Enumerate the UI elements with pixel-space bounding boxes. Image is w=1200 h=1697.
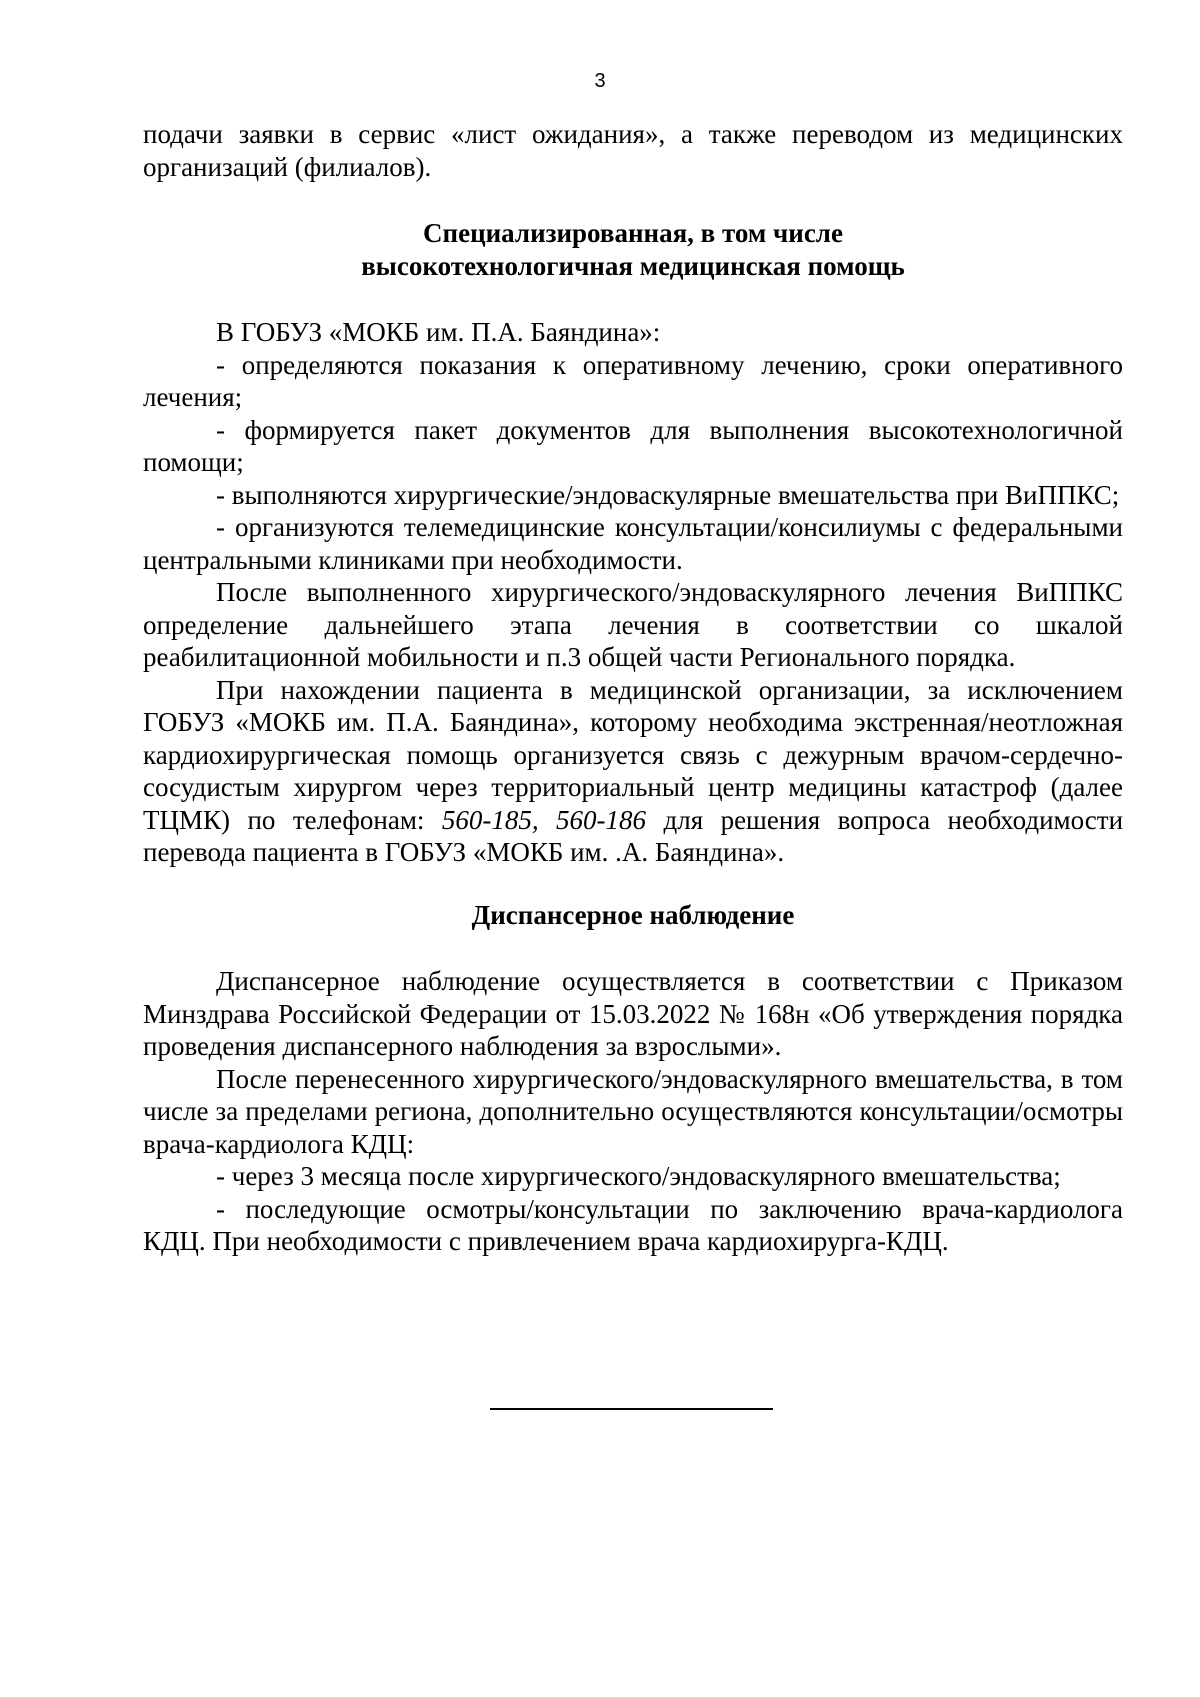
list-item: - определяются показания к оперативному лечению, сроки оперативного лечения; xyxy=(143,349,1123,412)
section-heading-dispensary: Диспансерное наблюдение xyxy=(471,899,795,930)
transfer-paragraph xyxy=(143,674,1123,869)
list-item: - через 3 месяца после хирургического/эндоваскулярного вмешательства; xyxy=(216,1161,1061,1191)
list-item: - выполняются хирургические/эндоваскулярные вмешательства при ВиППКС; xyxy=(216,479,1120,510)
list-item: - формируется пакет документов для выполнения высокотехнологичной помощи; xyxy=(143,414,1123,477)
list-item: - организуются телемедицинские консультации/консилиумы с федеральными центральными клиниками при необходимости. xyxy=(143,512,1123,575)
after-treatment-paragraph: После выполненного хирургического/эндоваскулярного лечения ВиППКС определение дальнейшего этапа лечения в соответствии со шкалой реабилитационной мобильности и п.3 общей части Регионального порядка. xyxy=(143,577,1123,672)
list-item: - последующие осмотры/консультации по заключению врача-кардиолога КДЦ. При необходимости с привлечением врача кардиохирурга-КДЦ. xyxy=(143,1193,1123,1256)
intro-paragraph: подачи заявки в сервис «лист ожидания», а также переводом из медицинских организаций (филиалов). xyxy=(143,119,1123,182)
dispensary-paragraph: Диспансерное наблюдение осуществляется в соответствии с Приказом Минздрава Российской Федерации от 15.03.2022 № 168н «Об утверждения порядка проведения диспансерного наблюдения за взрослыми». xyxy=(143,966,1123,1061)
section-heading-specialized xyxy=(143,217,1123,282)
post-surgery-paragraph: После перенесенного хирургического/эндоваскулярного вмешательства, в том числе за пределами региона, дополнительно осуществляются консультации/осмотры врача-кардиолога КДЦ: xyxy=(143,1063,1123,1159)
hospital-lead: В ГОБУЗ «МОКБ им. П.А. Баяндина»: xyxy=(216,317,661,347)
section-heading-line1: Специализированная, в том числе xyxy=(423,218,843,248)
phone-numbers: 560-185, 560-186 xyxy=(441,804,647,835)
transfer-text-part1: При нахождении пациента в медицинской организации, за исключением ГОБУЗ «МОКБ им. П.А. Баяндина», которому необходима экстренная/неотложная кардиохирургическая помощь организуется связь с дежурным врачом-сердечно-сосудистым хирургом через территориальный центр медицины катастроф (далее ТЦМК) по телефонам: xyxy=(143,674,1123,835)
page-number: 3 xyxy=(594,70,606,92)
transfer-text-part2: для решения вопроса необходимости перевода пациента в ГОБУЗ «МОКБ им. .А. Баяндина». xyxy=(143,804,1124,867)
document-body xyxy=(143,118,1123,1258)
section-heading-line2: высокотехнологичная медицинская помощь xyxy=(361,250,905,281)
end-divider xyxy=(490,1408,773,1410)
